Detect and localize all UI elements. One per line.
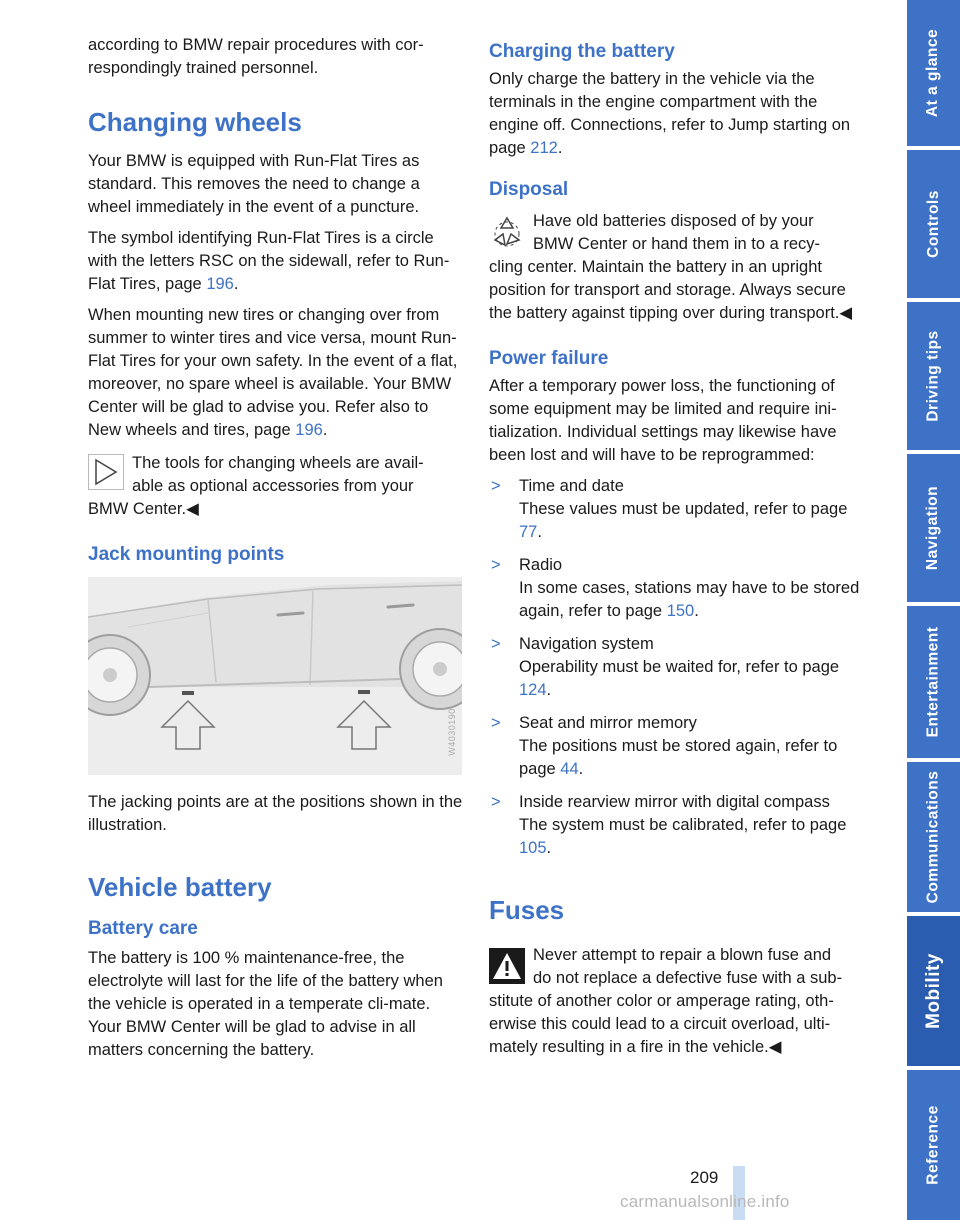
tab-reference[interactable]: Reference: [907, 1070, 960, 1220]
tab-navigation[interactable]: Navigation: [907, 454, 960, 602]
charging-heading: Charging the battery: [489, 41, 675, 62]
intro-paragraph: according to BMW repair procedures with cor-respondingly trained personnel.: [88, 36, 424, 77]
page-link-196-b[interactable]: 196: [295, 421, 323, 439]
page-link-77[interactable]: 77: [519, 523, 538, 541]
mounting-paragraph: When mounting new tires or changing over from summer to winter tires and vice versa, mount Run-Flat Tires for your own safety. In the event of a flat, moreover, no spare wheel is available. Your BMW Center will be glad to advise you. Refer also to New wheels and tires, page 196.: [88, 306, 458, 439]
right-column: [489, 40, 864, 1067]
changing-wheels-heading: Changing wheels: [88, 107, 302, 137]
fuses-warning: Never attempt to repair a blown fuse and do not replace a defective fuse with a sub- stitute of another color or amperage rating, oth-erwise this could lead to a circuit overload, ulti-mately resulting in a fire in the vehicle.◀: [489, 946, 843, 1056]
battery-care-heading: Battery care: [88, 918, 198, 939]
list-item: > Seat and mirror memory The positions must be stored again, refer to page 44.: [491, 714, 838, 778]
power-failure-list: [489, 475, 864, 860]
rsc-paragraph: The symbol identifying Run-Flat Tires is a circle with the letters RSC on the sidewall, refer to Run-Flat Tires, page 196.: [88, 229, 450, 293]
note-arrow-icon: [88, 454, 124, 490]
tab-entertainment[interactable]: Entertainment: [907, 606, 960, 758]
fuses-heading: Fuses: [489, 895, 565, 925]
page-link-124[interactable]: 124: [519, 681, 547, 699]
jack-caption: The jacking points are at the positions shown in the illustration.: [88, 793, 463, 834]
page-link-44[interactable]: 44: [560, 760, 579, 778]
left-column: [88, 34, 463, 1070]
page-link-212[interactable]: 212: [530, 139, 558, 157]
tab-driving-tips[interactable]: Driving tips: [907, 302, 960, 450]
warning-icon: [489, 948, 525, 984]
page-link-196[interactable]: 196: [206, 275, 234, 293]
run-flat-paragraph: Your BMW is equipped with Run-Flat Tires as standard. This removes the need to change a wheel immediately in the event of a puncture.: [88, 152, 420, 216]
page-link-150[interactable]: 150: [666, 602, 695, 620]
figure-code: W4030190: [447, 708, 458, 756]
list-item: > Inside rearview mirror with digital compass The system must be calibrated, refer to page 105.: [491, 793, 847, 857]
watermark: carmanualsonline.info: [620, 1192, 790, 1211]
list-item: > Radio In some cases, stations may have to be stored again, refer to page 150.: [491, 556, 860, 620]
jack-points-illustration: [88, 577, 462, 775]
chapter-sidebar: [907, 0, 960, 1220]
car-side-illustration: [88, 577, 462, 775]
disposal-heading: Disposal: [489, 179, 569, 200]
vehicle-battery-heading: Vehicle battery: [88, 872, 272, 902]
recycle-icon: [489, 214, 525, 250]
battery-care-paragraph: The battery is 100 % maintenance-free, the electrolyte will last for the life of the battery when the vehicle is operated in a temperate cli-mate. Your BMW Center will be glad to advise in all matters concerning the battery.: [88, 949, 443, 1059]
tools-note: The tools for changing wheels are avail- able as optional accessories from your BMW Center.◀: [88, 454, 424, 518]
tab-at-a-glance[interactable]: At a glance: [907, 0, 960, 146]
disposal-note: Have old batteries disposed of by your BMW Center or hand them in to a recy- cling center. Maintain the battery in an upright position for transport and storage. Always secure the battery against tipping over during transport.◀: [489, 212, 853, 322]
list-item: > Navigation system Operability must be waited for, refer to page 124.: [491, 635, 840, 699]
page-number: 209: [690, 1168, 719, 1187]
tab-controls[interactable]: Controls: [907, 150, 960, 298]
jack-points-heading: Jack mounting points: [88, 544, 285, 565]
list-item: > Time and date These values must be updated, refer to page 77.: [491, 477, 848, 541]
page-link-105[interactable]: 105: [519, 839, 547, 857]
power-failure-heading: Power failure: [489, 348, 609, 369]
charging-paragraph: Only charge the battery in the vehicle via the terminals in the engine compartment with the engine off. Connections, refer to Jump starting on page 212.: [489, 70, 851, 157]
tab-communications[interactable]: Communications: [907, 762, 960, 912]
tab-mobility[interactable]: Mobility: [907, 916, 960, 1066]
power-failure-paragraph: After a temporary power loss, the functioning of some equipment may be limited and require ini-tialization. Individual settings may likewise have been lost and will have to be reprogrammed:: [489, 377, 837, 464]
